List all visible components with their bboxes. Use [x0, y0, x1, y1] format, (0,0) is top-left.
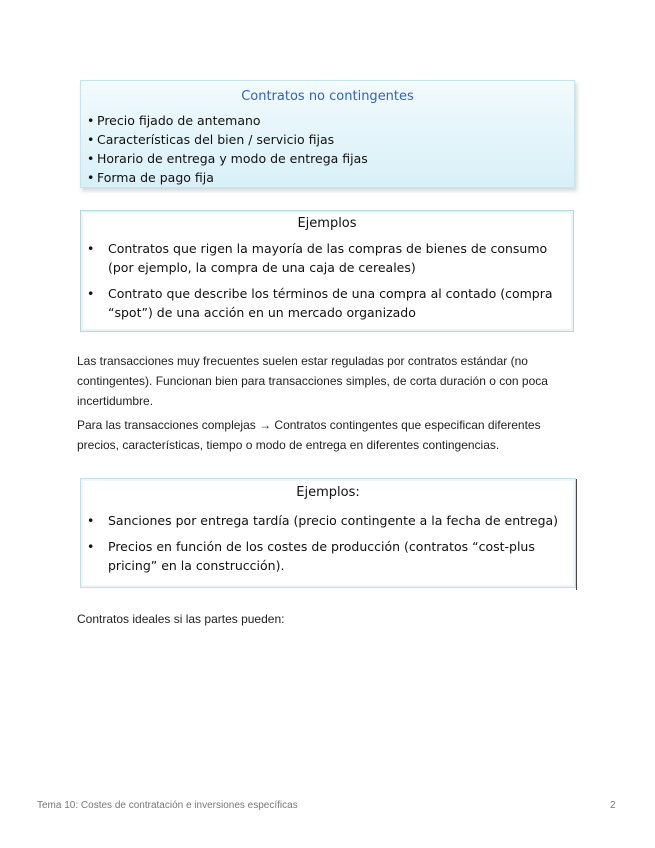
list-item: • Forma de pago fija	[87, 170, 214, 185]
ejemplos-box-1	[80, 210, 574, 332]
list-item: • Sanciones por entrega tardía (precio contingente a la fecha de entrega)	[87, 513, 559, 528]
bullet-icon: •	[87, 539, 95, 554]
list-item: • Contratos que rigen la mayoría de las compras de bienes de consumo (por ejemplo, la compra de una caja de cereales)	[87, 241, 548, 275]
no-contingentes-title: Contratos no contingentes	[241, 89, 414, 104]
ejemplos-2-title: Ejemplos:	[296, 485, 360, 500]
footer-title: Tema 10: Costes de contratación e inversiones específicas	[37, 800, 298, 811]
list-item: • Precio fijado de antemano	[87, 113, 261, 128]
ejemplos-1-title: Ejemplos	[297, 216, 357, 231]
paragraph-transacciones-frecuentes: Las transacciones muy frecuentes suelen estar reguladas por contratos estándar (no contingentes). Funcionan bien para transacciones simples, de corta duración o con poca incertidumbre.	[77, 354, 548, 408]
bullet-icon: •	[87, 170, 95, 185]
list-item: • Horario de entrega y modo de entrega fijas	[87, 151, 368, 166]
list-item: • Precios en función de los costes de producción (contratos “cost-plus pricing” en la construcción).	[87, 539, 535, 573]
no-contingentes-list	[87, 111, 368, 187]
paragraph-contratos-ideales: Contratos ideales si las partes pueden:	[77, 612, 285, 626]
list-item: • Contrato que describe los términos de una compra al contado (compra “spot”) de una acción en un mercado organizado	[87, 286, 553, 320]
bullet-icon: •	[87, 113, 95, 128]
ejemplos-2-list	[87, 511, 573, 582]
bullet-icon: •	[87, 151, 95, 166]
bullet-icon: •	[87, 513, 95, 528]
no-contingentes-box	[80, 80, 575, 188]
bullet-icon: •	[87, 132, 95, 147]
bullet-icon: •	[87, 241, 95, 256]
list-item: • Características del bien / servicio fijas	[87, 132, 335, 147]
paragraph-transacciones-complejas: Para las transacciones complejas → Contratos contingentes que especifican diferentes precios, características, tiempo o modo de entrega en diferentes contingencias.	[77, 418, 541, 452]
page-number: 2	[610, 800, 616, 811]
ejemplos-1-list	[87, 239, 568, 329]
box-edge-line	[576, 479, 577, 590]
bullet-icon: •	[87, 286, 95, 301]
ejemplos-box-2	[80, 478, 576, 588]
